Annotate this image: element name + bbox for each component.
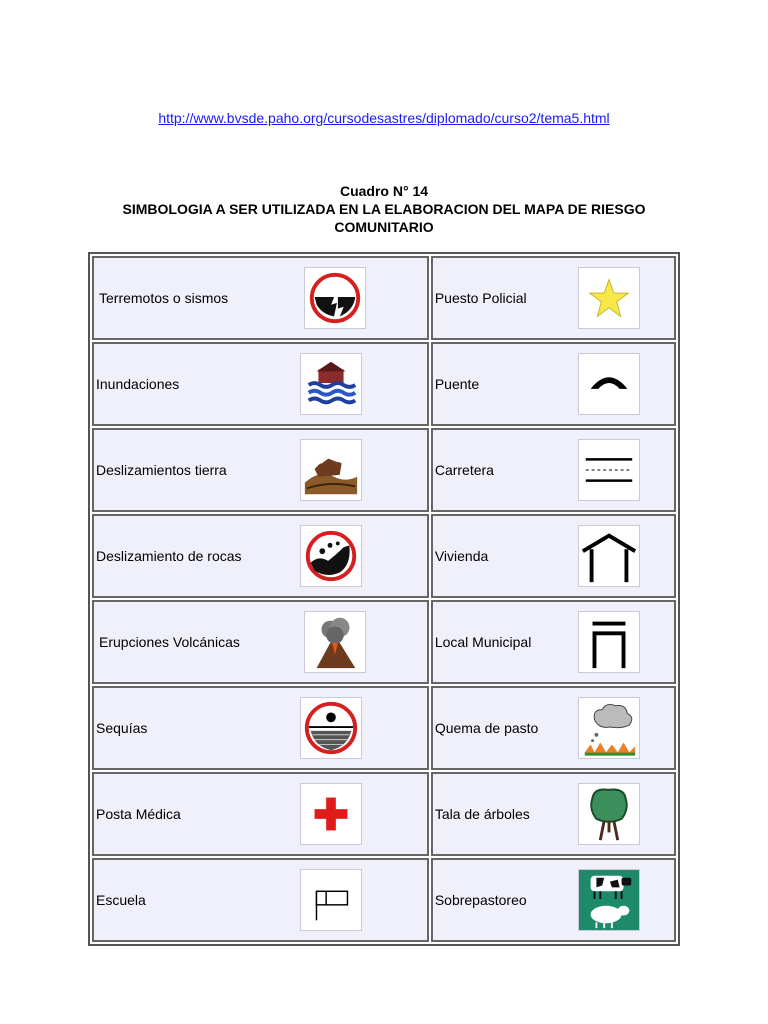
symbol-cell xyxy=(92,600,429,684)
bridge-icon xyxy=(578,353,640,415)
table-row xyxy=(92,514,676,598)
symbol-label: Tala de árboles xyxy=(434,806,530,822)
symbol-label: Terremotos o sismos xyxy=(99,290,229,306)
symbol-label: Escuela xyxy=(96,892,146,908)
symbol-label: Posta Médica xyxy=(96,806,181,822)
table-row xyxy=(92,772,676,856)
table-row xyxy=(92,858,676,942)
symbol-cell xyxy=(92,514,429,598)
symbol-label: Deslizamiento de rocas xyxy=(96,548,242,564)
table-title: SIMBOLOGIA A SER UTILIZADA EN LA ELABORACION DEL MAPA DE RIESGO xyxy=(122,201,646,217)
symbol-cell xyxy=(92,342,429,426)
symbology-table xyxy=(88,252,680,946)
symbol-label: Local Municipal xyxy=(434,634,532,650)
symbol-cell xyxy=(431,772,676,856)
symbol-cell xyxy=(431,686,676,770)
table-row xyxy=(92,600,676,684)
symbol-cell xyxy=(92,428,429,512)
symbol-label: Erupciones Volcánicas xyxy=(99,634,240,650)
symbol-label: Puesto Policial xyxy=(434,290,527,306)
symbol-label: Sequías xyxy=(96,720,148,736)
symbol-label: Deslizamientos tierra xyxy=(96,462,227,478)
star-icon xyxy=(578,267,640,329)
symbol-cell xyxy=(431,600,676,684)
symbol-cell xyxy=(431,256,676,340)
table-row xyxy=(92,342,676,426)
symbol-label: Puente xyxy=(434,376,480,392)
symbol-label: Quema de pasto xyxy=(434,720,539,736)
drought-icon xyxy=(300,697,362,759)
earthquake-icon xyxy=(304,267,366,329)
house-icon xyxy=(578,525,640,587)
symbol-cell xyxy=(431,858,676,942)
tree-icon xyxy=(578,783,640,845)
symbol-label: Sobrepastoreo xyxy=(434,892,527,908)
municipal-building-icon xyxy=(578,611,640,673)
flag-icon xyxy=(300,869,362,931)
source-link[interactable]: http://www.bvsde.paho.org/cursodesastres/diplomado/curso2/tema5.html xyxy=(158,110,610,126)
table-title-continued: COMUNITARIO xyxy=(334,219,434,235)
symbol-label: Carretera xyxy=(434,462,494,478)
volcano-icon xyxy=(304,611,366,673)
table-row xyxy=(92,686,676,770)
symbol-cell xyxy=(431,514,676,598)
red-cross-icon xyxy=(300,783,362,845)
rockslide-icon xyxy=(300,525,362,587)
symbol-cell xyxy=(431,342,676,426)
symbol-cell xyxy=(92,256,429,340)
symbol-cell xyxy=(92,686,429,770)
grass-burning-icon xyxy=(578,697,640,759)
landslide-icon xyxy=(300,439,362,501)
table-heading xyxy=(0,182,768,236)
symbol-cell xyxy=(92,772,429,856)
symbol-label: Inundaciones xyxy=(96,376,180,392)
flood-icon xyxy=(300,353,362,415)
livestock-icon xyxy=(578,869,640,931)
table-row xyxy=(92,256,676,340)
symbol-cell xyxy=(92,858,429,942)
road-icon xyxy=(578,439,640,501)
table-row xyxy=(92,428,676,512)
symbol-label: Vivienda xyxy=(434,548,489,564)
table-number: Cuadro N° 14 xyxy=(339,183,429,199)
symbol-cell xyxy=(431,428,676,512)
